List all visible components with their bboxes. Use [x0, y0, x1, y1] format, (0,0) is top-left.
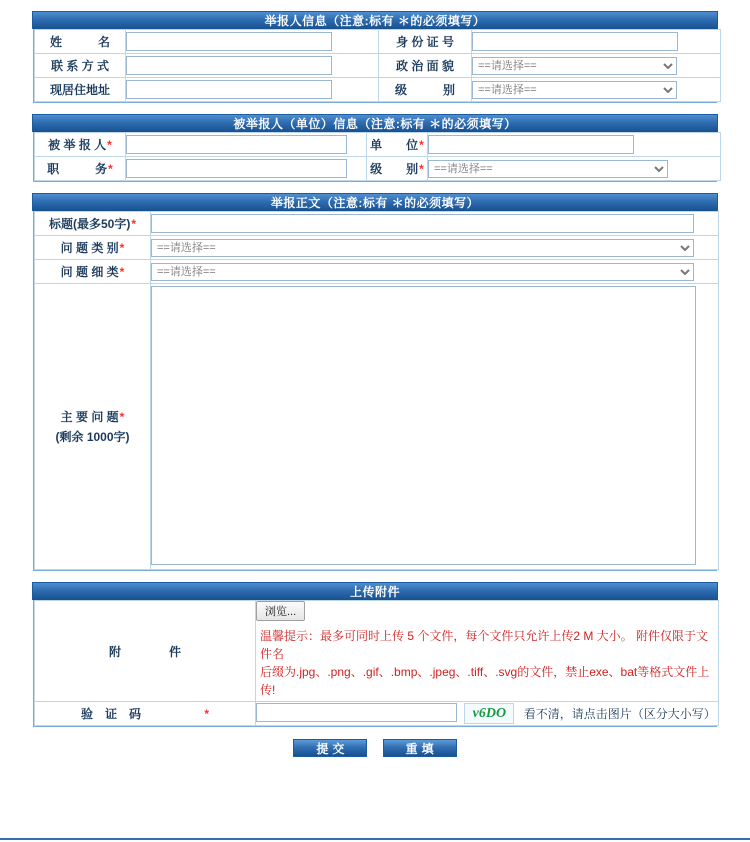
- issue-subcategory-label-text: 问 题 细 类: [60, 265, 119, 279]
- label-level: 级 别: [379, 78, 472, 102]
- label-unit: [367, 133, 428, 157]
- issue-category-label-text: 问 题 类 别: [60, 241, 119, 255]
- label-accused-level: [367, 157, 428, 181]
- required-marker: *: [419, 138, 424, 152]
- table-row: [35, 601, 719, 702]
- position-input[interactable]: [126, 159, 347, 178]
- table-row: [35, 54, 721, 78]
- label-political-status: 政 治 面 貌: [379, 54, 472, 78]
- body-section: [32, 193, 718, 571]
- label-verification-code: [35, 702, 256, 726]
- accused-table: [34, 132, 721, 181]
- table-row: [35, 133, 721, 157]
- top-spacer: [0, 0, 750, 11]
- required-marker: *: [119, 241, 125, 255]
- required-marker: *: [131, 217, 136, 231]
- spacer-3: [0, 571, 750, 582]
- issue-subcategory-select[interactable]: [151, 263, 694, 281]
- verification-code-label-text: 验 证 码: [80, 707, 141, 721]
- label-accused-person: [35, 133, 126, 157]
- label-issue-subcategory: [35, 260, 151, 284]
- label-position: [35, 157, 126, 181]
- required-marker: *: [419, 162, 424, 176]
- field-address-cell: [126, 78, 379, 102]
- upload-section-body: [33, 600, 717, 727]
- unit-input[interactable]: [428, 135, 634, 154]
- field-unit-cell: [428, 133, 721, 157]
- field-name-cell: [126, 30, 379, 54]
- reporter-table: [34, 29, 721, 102]
- report-title-label-text: 标题(最多50字): [48, 217, 131, 231]
- reporter-section: [32, 11, 718, 103]
- field-accused-level-cell: [428, 157, 721, 181]
- upload-tip: [256, 621, 718, 701]
- label-id-number: 身 份 证 号: [379, 30, 472, 54]
- upload-tip-line2: 后缀为.jpg、.png、.gif、.bmp、.jpeg、.tiff、.svg的文件，禁止exe、bat等格式文件上传!: [260, 665, 710, 697]
- label-attachment: 附 件: [35, 601, 256, 702]
- label-name: 姓 名: [35, 30, 126, 54]
- main-issue-label-text: 主 要 问 题: [60, 409, 119, 424]
- upload-section: [32, 582, 718, 727]
- unit-label-text: 单 位: [370, 138, 419, 152]
- main-issue-textarea[interactable]: [151, 286, 696, 565]
- political-status-select[interactable]: [472, 57, 677, 75]
- main-issue-remaining-text: (剩余 1000字): [55, 429, 130, 444]
- accused-level-label-text: 级 别: [370, 162, 419, 176]
- table-row: [35, 702, 719, 726]
- field-id-number-cell: [472, 30, 721, 54]
- field-contact-cell: [126, 54, 379, 78]
- label-contact: 联 系 方 式: [35, 54, 126, 78]
- accused-level-select[interactable]: [428, 160, 668, 178]
- table-row: [35, 30, 721, 54]
- accused-section: [32, 114, 718, 182]
- upload-section-title: 上传附件: [32, 582, 718, 600]
- required-marker: *: [108, 162, 113, 176]
- verification-code-input[interactable]: [256, 703, 457, 722]
- body-section-title: 举报正文（注意:标有 ＊的必须填写）: [32, 193, 718, 211]
- field-report-title-cell: [151, 212, 719, 236]
- table-row: [35, 212, 719, 236]
- id-number-input[interactable]: [472, 32, 678, 51]
- table-row: [35, 236, 719, 260]
- field-level-cell: [472, 78, 721, 102]
- bottom-divider: [0, 838, 750, 840]
- verification-code-cell: [256, 702, 719, 726]
- accused-section-body: [33, 132, 717, 182]
- table-row: [35, 284, 719, 570]
- field-accused-person-cell: [126, 133, 367, 157]
- table-row: [35, 78, 721, 102]
- label-address: 现居住地址: [35, 78, 126, 102]
- label-main-issue: [35, 284, 151, 570]
- form-buttons: [0, 739, 750, 757]
- field-political-status-cell: [472, 54, 721, 78]
- required-marker: *: [119, 409, 125, 424]
- submit-button[interactable]: 提交: [293, 739, 367, 757]
- required-marker: *: [119, 265, 125, 279]
- position-label-text: 职 务: [47, 162, 108, 176]
- accused-person-input[interactable]: [126, 135, 347, 154]
- captcha-image[interactable]: v6DO: [464, 703, 514, 724]
- captcha-hint: 看不清，请点击图片（区分大小写）: [523, 707, 716, 721]
- field-issue-subcategory-cell: [151, 260, 719, 284]
- required-marker: *: [204, 707, 210, 721]
- accused-person-label-text: 被 举 报 人: [48, 138, 107, 152]
- name-input[interactable]: [126, 32, 332, 51]
- body-section-body: [33, 211, 717, 571]
- upload-table: [34, 600, 719, 726]
- level-select[interactable]: [472, 81, 677, 99]
- contact-input[interactable]: [126, 56, 332, 75]
- issue-category-select[interactable]: [151, 239, 694, 257]
- field-position-cell: [126, 157, 367, 181]
- field-issue-category-cell: [151, 236, 719, 260]
- table-row: [35, 260, 719, 284]
- spacer-2: [0, 182, 750, 193]
- spacer-1: [0, 103, 750, 114]
- label-issue-category: [35, 236, 151, 260]
- reporter-section-body: [33, 29, 717, 103]
- accused-section-title: 被举报人（单位）信息（注意:标有 ＊的必须填写）: [32, 114, 718, 132]
- required-marker: *: [107, 138, 112, 152]
- report-title-input[interactable]: [151, 214, 694, 233]
- upload-tip-line1: 温馨提示：最多可同时上传 5 个文件，每个文件只允许上传2 M 大小。 附件仅限于文件名: [260, 629, 709, 661]
- attachment-cell: [256, 601, 719, 702]
- label-report-title: [35, 212, 151, 236]
- field-main-issue-cell: [151, 284, 719, 570]
- browse-button[interactable]: 浏览...: [256, 601, 305, 621]
- body-table: [34, 211, 719, 570]
- address-input[interactable]: [126, 80, 332, 99]
- table-row: [35, 157, 721, 181]
- reset-button[interactable]: 重填: [383, 739, 457, 757]
- reporter-section-title: 举报人信息（注意:标有 ＊的必须填写）: [32, 11, 718, 29]
